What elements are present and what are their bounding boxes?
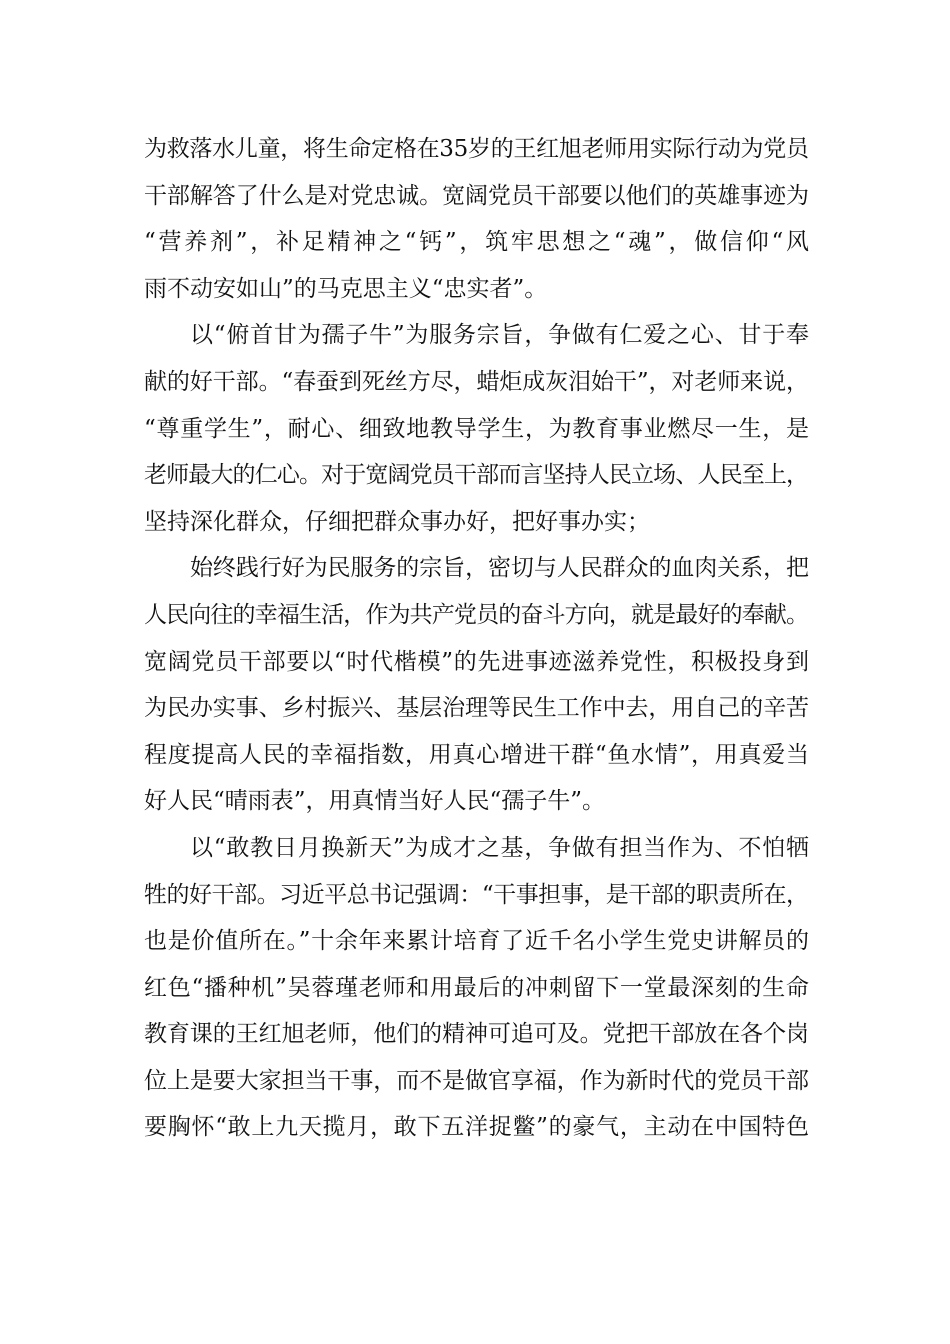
- document-body-text: [144, 133, 812, 1158]
- text-line: 人民向往的幸福生活，作为共产党员的奋斗方向，就是最好的奉献。: [144, 601, 809, 628]
- text-line: 干部解答了什么是对党忠诚。宽阔党员干部要以他们的英雄事迹为: [144, 182, 809, 209]
- text-line: 也是价值所在。”十余年来累计培育了近千名小学生党史讲解员的: [144, 928, 810, 955]
- text-line: 老师最大的仁心。对于宽阔党员干部而言坚持人民立场、人民至上，: [144, 462, 809, 489]
- text-line: 献的好干部。“春蚕到死丝方尽，蜡炬成灰泪始干”，对老师来说，: [144, 368, 809, 395]
- text-line: 程度提高人民的幸福指数，用真心增进干群“鱼水情”，用真爱当: [144, 741, 810, 768]
- text-line: 为救落水儿童，将生命定格在35岁的王红旭老师用实际行动为党员: [144, 136, 809, 162]
- text-line: 牲的好干部。习近平总书记强调：“干事担事，是干部的职责所在，: [144, 881, 809, 908]
- text-line: “营养剂”，补足精神之“钙”，筑牢思想之“魂”，做信仰“风: [144, 229, 812, 256]
- paragraph-first-line: 始终践行好为民服务的宗旨，密切与人民群众的血肉关系，把: [190, 555, 809, 582]
- text-line: “尊重学生”，耐心、细致地教导学生，为教育事业燃尽一生，是: [144, 415, 810, 442]
- text-line: 为民办实事、乡村振兴、基层治理等民生工作中去，用自己的辛苦: [144, 695, 809, 722]
- text-line: 教育课的王红旭老师，他们的精神可追可及。党把干部放在各个岗: [144, 1021, 809, 1048]
- text-line: 坚持深化群众，仔细把群众事办好，把好事办实；: [144, 508, 650, 535]
- text-line: 好人民“晴雨表”，用真情当好人民“孺子牛”。: [144, 788, 606, 815]
- text-line: 要胸怀“敢上九天揽月，敢下五洋捉鳖”的豪气，主动在中国特色: [144, 1114, 810, 1141]
- text-line: 雨不动安如山”的马克思主义“忠实者”。: [144, 275, 548, 302]
- paragraph-first-line: 以“敢教日月换新天”为成才之基，争做有担当作为、不怕牺: [190, 834, 810, 861]
- text-line: 红色“播种机”吴蓉瑾老师和用最后的冲刺留下一堂最深刻的生命: [144, 974, 810, 1001]
- text-line: 宽阔党员干部要以“时代楷模”的先进事迹滋养党性，积极投身到: [144, 648, 810, 675]
- paragraph-first-line: 以“俯首甘为孺子牛”为服务宗旨，争做有仁爱之心、甘于奉: [190, 322, 810, 349]
- text-line: 位上是要大家担当干事，而不是做官享福，作为新时代的党员干部: [144, 1067, 809, 1094]
